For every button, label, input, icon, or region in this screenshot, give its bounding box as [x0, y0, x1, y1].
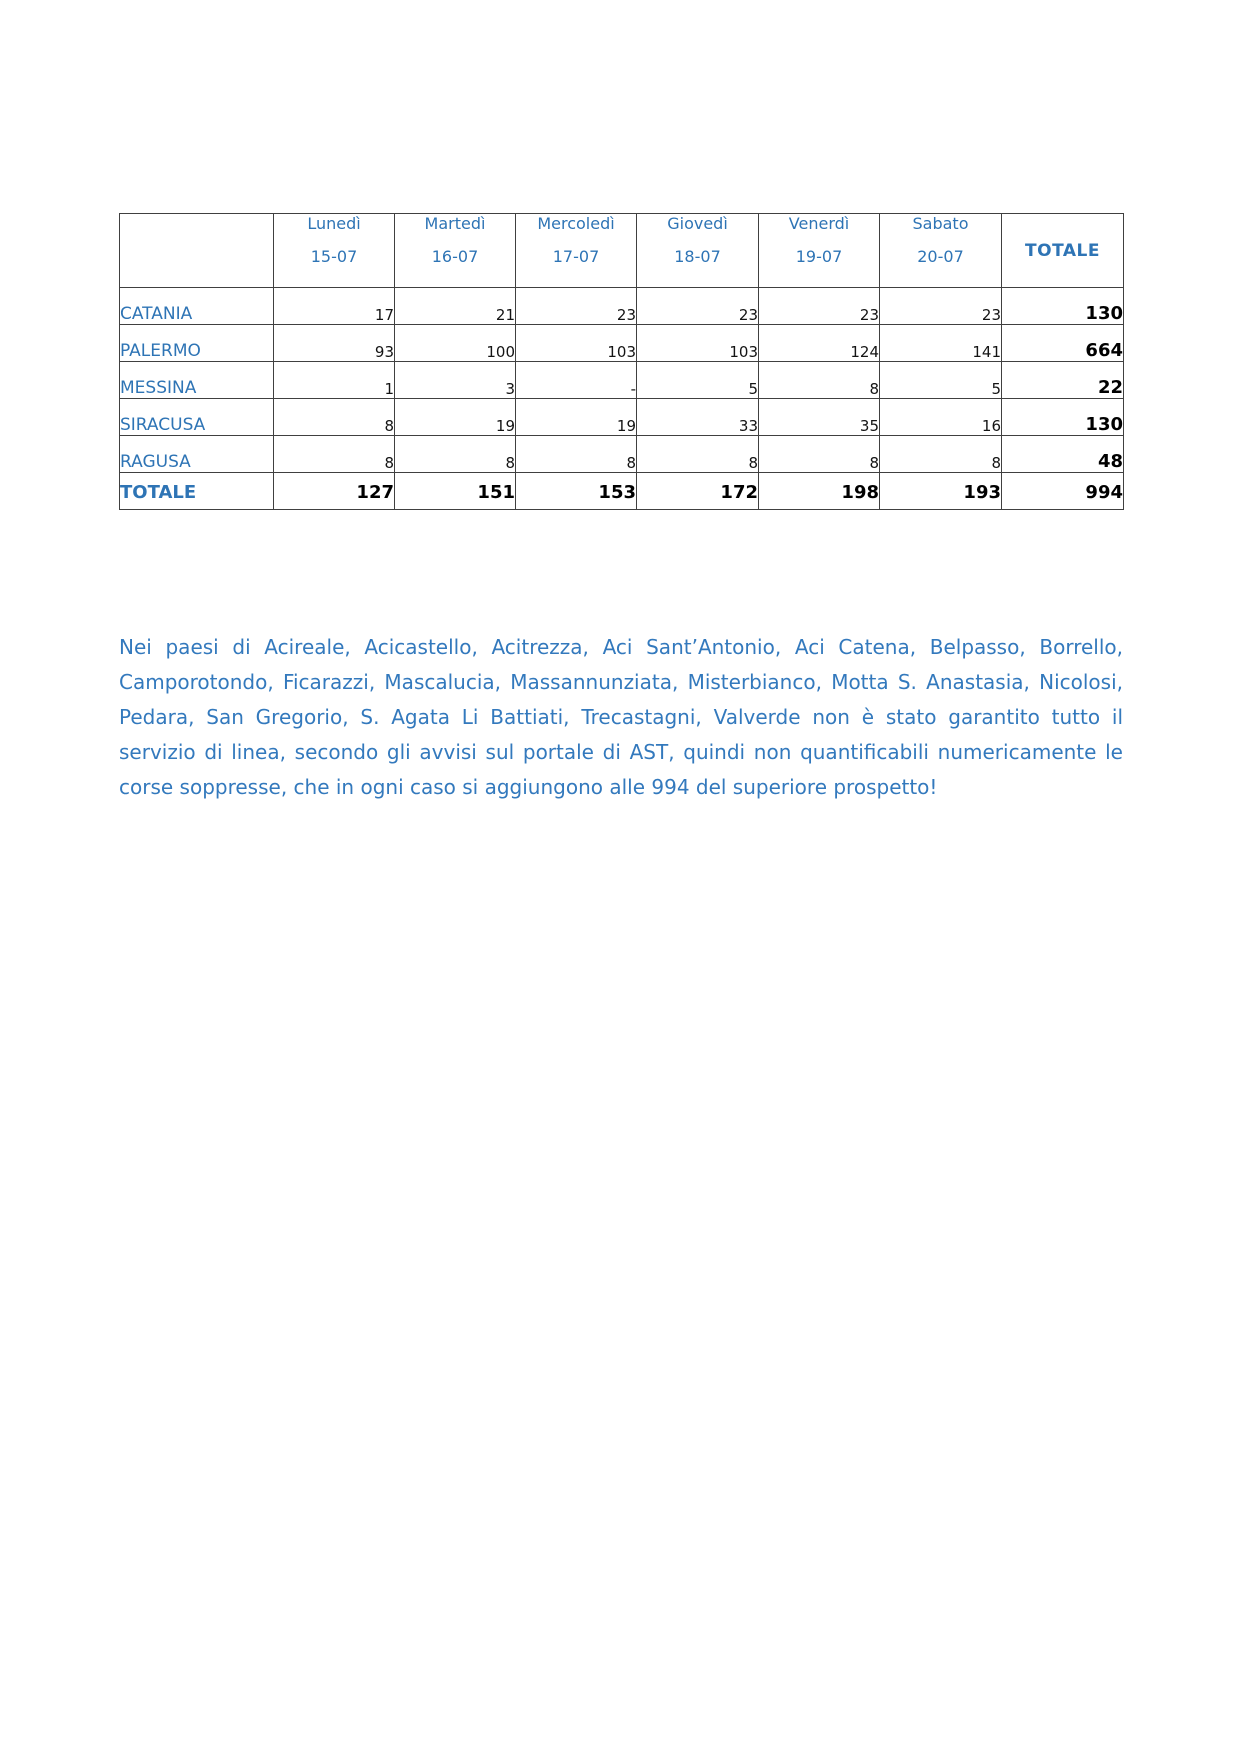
row-label: RAGUSA: [120, 436, 274, 473]
totals-value: 198: [759, 473, 880, 510]
totals-value: 172: [637, 473, 759, 510]
cell-value: 19: [516, 399, 637, 436]
cell-value: 8: [759, 362, 880, 399]
cell-value: 23: [637, 288, 759, 325]
day-name: Giovedì: [667, 214, 728, 233]
cell-value: 21: [395, 288, 516, 325]
table-row-messina: [120, 362, 1124, 399]
totals-label: TOTALE: [120, 473, 274, 510]
cell-value: -: [516, 362, 637, 399]
totals-value: 151: [395, 473, 516, 510]
table-row-ragusa: [120, 436, 1124, 473]
cell-value: 103: [637, 325, 759, 362]
day-date: 17-07: [552, 247, 600, 266]
table-row-palermo: [120, 325, 1124, 362]
note-paragraph: Nei paesi di Acireale, Acicastello, Acitrezza, Aci Sant’Antonio, Aci Catena, Belpasso, Borrello, Camporotondo, Ficarazzi, Mascalucia, Massannunziata, Misterbianco, Motta S. Anastasia, Nicolosi, Pedara, San Gregorio, S. Agata Li Battiati, Trecastagni, Valverde non è stato garantito tutto il servizio di linea, secondo gli avvisi sul portale di AST, quindi non quantificabili numericamente le corse soppresse, che in ogni caso si aggiungono alle 994 del superiore prospetto!: [119, 635, 1123, 799]
row-total: 664: [1002, 325, 1124, 362]
row-total: 22: [1002, 362, 1124, 399]
cell-value: 124: [759, 325, 880, 362]
cell-value: 1: [274, 362, 395, 399]
cell-value: 8: [274, 436, 395, 473]
col-header-saturday: [880, 214, 1002, 288]
col-header-friday: [759, 214, 880, 288]
cell-value: 17: [274, 288, 395, 325]
table-row-siracusa: [120, 399, 1124, 436]
cell-value: 3: [395, 362, 516, 399]
cell-value: 103: [516, 325, 637, 362]
col-header-tuesday: [395, 214, 516, 288]
table-row-totals: [120, 473, 1124, 510]
cell-value: 8: [516, 436, 637, 473]
row-label: CATANIA: [120, 288, 274, 325]
day-date: 15-07: [310, 247, 358, 266]
col-header-monday: [274, 214, 395, 288]
weekly-suppressed-runs-table: [119, 213, 1124, 510]
cell-value: 33: [637, 399, 759, 436]
col-header-wednesday: [516, 214, 637, 288]
cell-value: 100: [395, 325, 516, 362]
table-header-row: [120, 214, 1124, 288]
day-date: 20-07: [917, 247, 964, 266]
day-date: 19-07: [795, 247, 843, 266]
row-total: 48: [1002, 436, 1124, 473]
day-name: Martedì: [424, 214, 486, 233]
row-label: SIRACUSA: [120, 399, 274, 436]
cell-value: 141: [880, 325, 1002, 362]
day-name: Sabato: [912, 214, 969, 233]
totals-value: 193: [880, 473, 1002, 510]
day-name: Mercoledì: [537, 214, 615, 233]
corner-cell: [120, 214, 274, 288]
col-header-thursday: [637, 214, 759, 288]
row-total: 130: [1002, 288, 1124, 325]
day-name: Venerdì: [788, 214, 850, 233]
day-date: 16-07: [431, 247, 479, 266]
row-label: MESSINA: [120, 362, 274, 399]
cell-value: 35: [759, 399, 880, 436]
day-name: Lunedì: [307, 214, 361, 233]
cell-value: 8: [759, 436, 880, 473]
day-date: 18-07: [674, 247, 721, 266]
cell-value: 16: [880, 399, 1002, 436]
row-label: PALERMO: [120, 325, 274, 362]
row-total: 130: [1002, 399, 1124, 436]
cell-value: 93: [274, 325, 395, 362]
cell-value: 8: [395, 436, 516, 473]
cell-value: 5: [637, 362, 759, 399]
cell-value: 5: [880, 362, 1002, 399]
cell-value: 23: [759, 288, 880, 325]
cell-value: 8: [274, 399, 395, 436]
grand-total: 994: [1002, 473, 1124, 510]
cell-value: 23: [880, 288, 1002, 325]
col-header-total: TOTALE: [1002, 214, 1124, 288]
table-row-catania: [120, 288, 1124, 325]
cell-value: 19: [395, 399, 516, 436]
cell-value: 23: [516, 288, 637, 325]
totals-value: 127: [274, 473, 395, 510]
cell-value: 8: [880, 436, 1002, 473]
cell-value: 8: [637, 436, 759, 473]
totals-value: 153: [516, 473, 637, 510]
